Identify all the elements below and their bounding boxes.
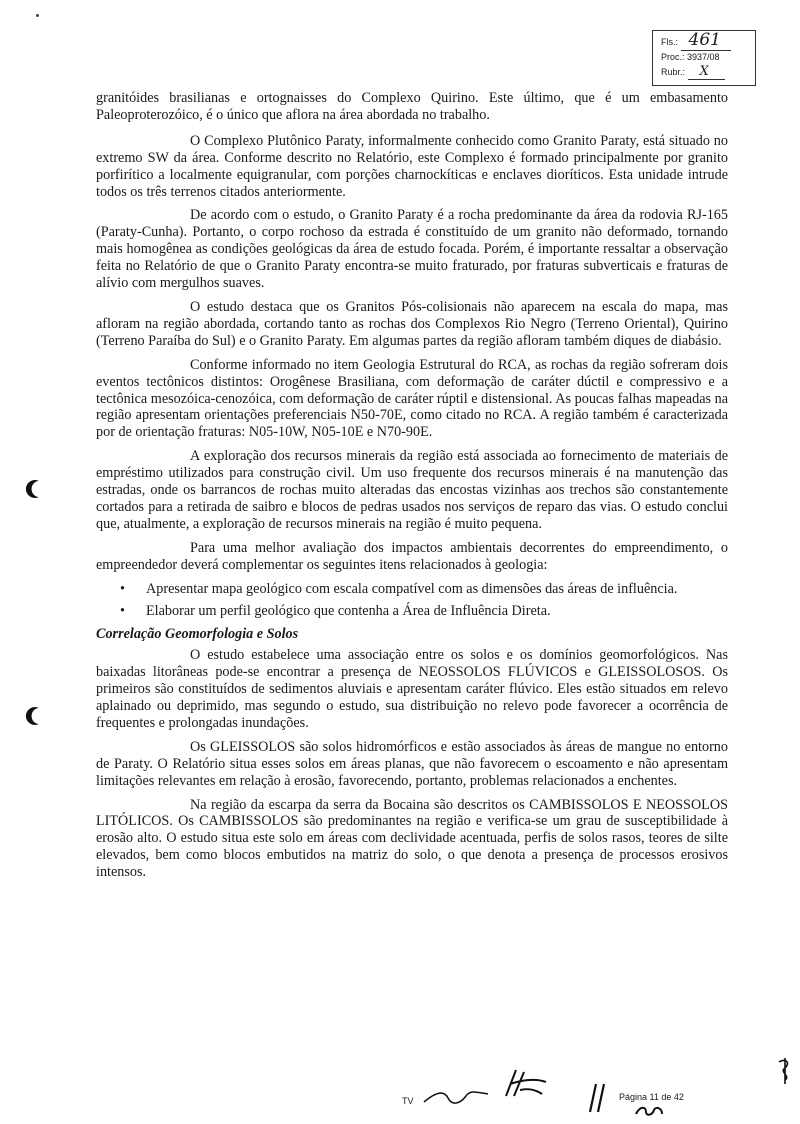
punch-hole-icon	[24, 705, 46, 727]
stamp-proc-label: Proc.:	[661, 52, 685, 62]
signature-icon	[502, 1066, 552, 1100]
signature-icon	[634, 1104, 664, 1118]
stamp-proc-row	[661, 50, 755, 65]
section-heading: Correlação Geomorfologia e Solos	[96, 626, 299, 643]
footer-initials: TV	[402, 1096, 414, 1106]
initials-signature-icon	[776, 1056, 794, 1086]
signature-icon	[586, 1082, 610, 1114]
stamp-fls-row	[661, 30, 755, 50]
document-body	[96, 90, 728, 888]
stamp-proc-value: 3937/08	[687, 52, 720, 62]
bullet-list	[96, 581, 728, 621]
corner-mark	[36, 14, 39, 17]
stamp-rubr-label: Rubr.:	[661, 67, 686, 77]
punch-hole-icon	[24, 478, 46, 500]
list-item: • Elaborar um perfil geológico que contenha a Área de Influência Direta.	[96, 603, 728, 620]
paragraph: Conforme informado no item Geologia Estrutural do RCA, as rochas da região sofreram dois eventos tectônicos distintos: Orogênese Brasiliana, com deformação de caráter dúctil e compressivo e a tectônica mesozóica-cenozóica, com deformação de caráter rúptil e distensional. As poucas falhas mapeadas na região apresentam orientações preferenciais N50-70E, como citado no RCA. A região também é caracterizada por de orientação fraturas: N05-10W, N05-10E e N70-90E.	[96, 356, 728, 441]
signature-icon	[422, 1084, 492, 1108]
stamp-rubr-row	[661, 65, 755, 80]
list-item: • Apresentar mapa geológico com escala compatível com as dimensões das áreas de influência.	[96, 581, 728, 598]
stamp-rubr-value: X	[688, 64, 725, 80]
protocol-stamp	[652, 30, 756, 86]
stamp-fls-label: Fls.:	[661, 37, 678, 47]
paragraph: granitóides brasilianas e ortognaisses do Complexo Quirino. Este último, que é um embasamento Paleoproterozóico, é o único que aflora na área abordada no trabalho.	[96, 90, 728, 123]
page-number: Página 11 de 42	[619, 1092, 684, 1102]
paragraph: De acordo com o estudo, o Granito Paraty é a rocha predominante da área da rodovia RJ-165 (Paraty-Cunha). Portanto, o corpo rochoso da estrada é constituído de um granito não deformado, tornando mais homogênea as condições geológicas da área de estudo focada. Porém, é importante ressaltar a observação feita no Relatório de que o Granito Paraty encontra-se muito fraturado, por fraturas subverticais e fraturas de alívio com mergulhos suaves.	[96, 207, 728, 292]
paragraph: Na região da escarpa da serra da Bocaina são descritos os CAMBISSOLOS E NEOSSOLOS LITÓLICOS. Os CAMBISSOLOS são predominantes na região e verifica-se um grau de susceptibilidade à erosão alto. O estudo situa este solo em áreas com declividade acentuada, perfis de solos rasos, teores de silte elevados, bem como blocos embutidos na matriz do solo, o que denota a presença de processos erosivos intensos.	[96, 796, 728, 881]
paragraph: O Complexo Plutônico Paraty, informalmente conhecido como Granito Paraty, está situado no extremo SW da área. Conforme descrito no Relatório, este Complexo é formado principalmente por granito porfirítico a localmente equigranular, com porções charnockíticas e enclaves dioríticos. Esta unidade intrude todos os três terrenos citados anteriormente.	[96, 132, 728, 200]
paragraph: Para uma melhor avaliação dos impactos ambientais decorrentes do empreendimento, o empreendedor deverá complementar os seguintes itens relacionados à geologia:	[96, 539, 728, 573]
paragraph: Os GLEISSOLOS são solos hidromórficos e estão associados às áreas de mangue no entorno de Paraty. O Relatório situa esses solos em áreas planas, que não favorecem o escoamento e não apresentam limitações relevantes em relação à erosão, favorecendo, portanto, problemas relacionados a enchentes.	[96, 738, 728, 789]
paragraph: A exploração dos recursos minerais da região está associada ao fornecimento de materiais de empréstimo utilizados para construção civil. Um uso frequente dos recursos minerais é na manutenção das estradas, onde os barrancos de rochas muito alteradas das encostas vizinhas aos trechos são constantemente cortados para a retirada de saibro e blocos de pedras usados nos serviços de reparo das vias. O estudo conclui que, atualmente, a exploração de recursos minerais na região é muito pequena.	[96, 448, 728, 532]
paragraph: O estudo estabelece uma associação entre os solos e os domínios geomorfológicos. Nas baixadas litorâneas pode-se encontrar a presença de NEOSSOLOS FLÚVICOS e GLEISSOLOSOS. Os primeiros são constituídos de sedimentos aluviais e apresentam caráter flúvico. Eles estão situados em relevo aplainado ou deprimido, mas segundo o estudo, sua distribuição no relevo pode favorecer a ocorrência de frequentes e prolongadas inundações.	[96, 647, 728, 731]
stamp-fls-value: 461	[681, 30, 731, 51]
page-footer	[0, 1080, 800, 1120]
paragraph: O estudo destaca que os Granitos Pós-colisionais não aparecem na escala do mapa, mas afloram na região abordada, cortando tanto as rochas dos Complexos Rio Negro (Terreno Oriental), Quirino (Terreno Paraíba do Sul) e o Granito Paraty. Em algumas partes da região afloram também diques de diabásio.	[96, 298, 728, 349]
